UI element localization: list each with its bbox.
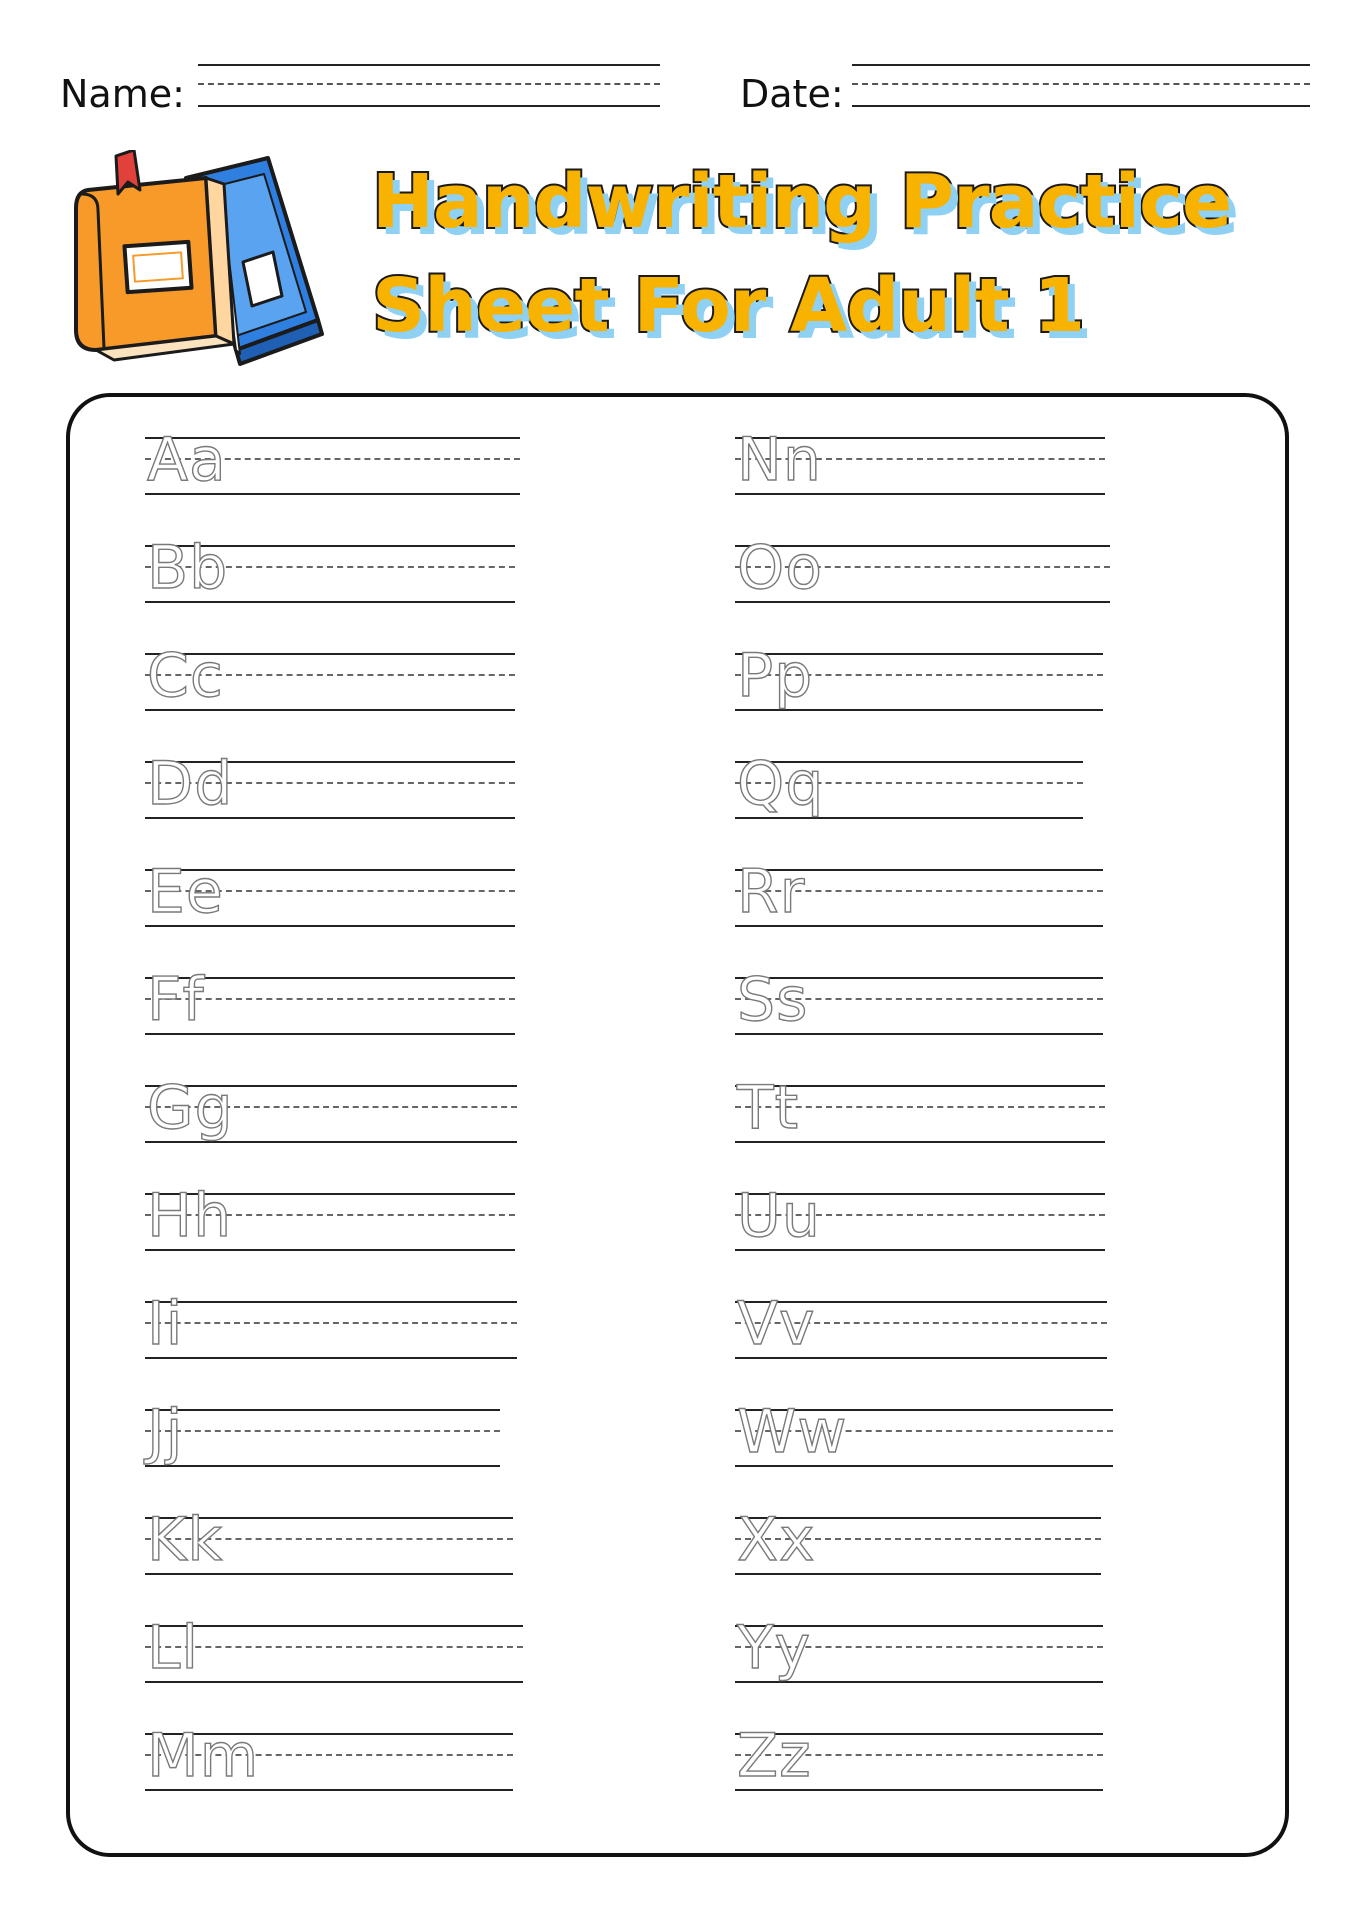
practice-row[interactable]	[145, 1721, 615, 1841]
practice-row[interactable]	[145, 965, 615, 1085]
trace-letters: Zz	[737, 1721, 812, 1791]
practice-row[interactable]	[145, 1397, 615, 1517]
trace-letters: Dd	[147, 749, 234, 819]
trace-letters: Bb	[147, 533, 229, 603]
midline-dashed	[145, 1646, 523, 1648]
practice-row[interactable]	[145, 1505, 615, 1625]
practice-row[interactable]	[145, 857, 615, 977]
practice-row[interactable]	[735, 857, 1205, 977]
trace-letters: Kk	[147, 1505, 224, 1575]
date-writing-lines[interactable]	[852, 60, 1310, 110]
trace-letters: Xx	[737, 1505, 816, 1575]
practice-row[interactable]	[735, 1181, 1205, 1301]
trace-letters: Oo	[737, 533, 823, 603]
guide-line	[145, 1465, 500, 1467]
trace-letters: Cc	[147, 641, 224, 711]
practice-row[interactable]	[145, 1073, 615, 1193]
trace-letters: Jj	[147, 1397, 184, 1467]
guide-line	[145, 1409, 500, 1411]
practice-panel	[66, 393, 1289, 1857]
practice-row[interactable]	[735, 1397, 1205, 1517]
title-line-1: Handwriting Practice	[372, 159, 1232, 245]
practice-row[interactable]	[145, 1181, 615, 1301]
practice-column-left	[145, 425, 615, 1841]
practice-row[interactable]	[735, 425, 1205, 545]
trace-letters: Gg	[147, 1073, 234, 1143]
trace-letters: Ww	[737, 1397, 848, 1467]
trace-letters: Ii	[147, 1289, 184, 1359]
guide-line	[145, 1357, 517, 1359]
name-label: Name:	[60, 72, 185, 116]
trace-letters: Ee	[147, 857, 224, 927]
trace-letters: Yy	[737, 1613, 812, 1683]
practice-row[interactable]	[145, 1613, 615, 1733]
practice-row[interactable]	[735, 1289, 1205, 1409]
practice-row[interactable]	[145, 641, 615, 761]
trace-letters: Mm	[147, 1721, 260, 1791]
page-title	[372, 150, 1322, 358]
trace-letters: Rr	[737, 857, 806, 927]
trace-letters: Pp	[737, 641, 814, 711]
name-field[interactable]	[60, 60, 660, 120]
trace-letters: Aa	[147, 425, 227, 495]
midline-dashed	[145, 1430, 500, 1432]
practice-row[interactable]	[735, 1073, 1205, 1193]
guide-line	[145, 1301, 517, 1303]
guide-line	[145, 1625, 523, 1627]
trace-letters: Qq	[737, 749, 825, 819]
practice-column-right	[735, 425, 1205, 1841]
trace-letters: Ss	[737, 965, 809, 1035]
trace-letters: Ll	[147, 1613, 200, 1683]
trace-letters: Vv	[737, 1289, 816, 1359]
date-label: Date:	[740, 72, 844, 116]
practice-row[interactable]	[145, 749, 615, 869]
title-line-2: Sheet For Adult 1	[372, 263, 1085, 349]
trace-letters: Nn	[737, 425, 822, 495]
practice-row[interactable]	[735, 1613, 1205, 1733]
practice-row[interactable]	[735, 533, 1205, 653]
trace-letters: Ff	[147, 965, 205, 1035]
name-writing-lines[interactable]	[198, 60, 660, 110]
practice-row[interactable]	[735, 1721, 1205, 1841]
trace-letters: Tt	[737, 1073, 800, 1143]
practice-row[interactable]	[145, 425, 615, 545]
stacked-books-icon	[68, 150, 328, 370]
trace-letters: Hh	[147, 1181, 233, 1251]
guide-line	[145, 1681, 523, 1683]
date-field[interactable]	[740, 60, 1310, 120]
practice-row[interactable]	[145, 533, 615, 653]
trace-letters: Uu	[737, 1181, 821, 1251]
midline-dashed	[145, 1322, 517, 1324]
practice-row[interactable]	[735, 1505, 1205, 1625]
practice-row[interactable]	[735, 965, 1205, 1085]
practice-row[interactable]	[145, 1289, 615, 1409]
practice-row[interactable]	[735, 641, 1205, 761]
practice-row[interactable]	[735, 749, 1205, 869]
